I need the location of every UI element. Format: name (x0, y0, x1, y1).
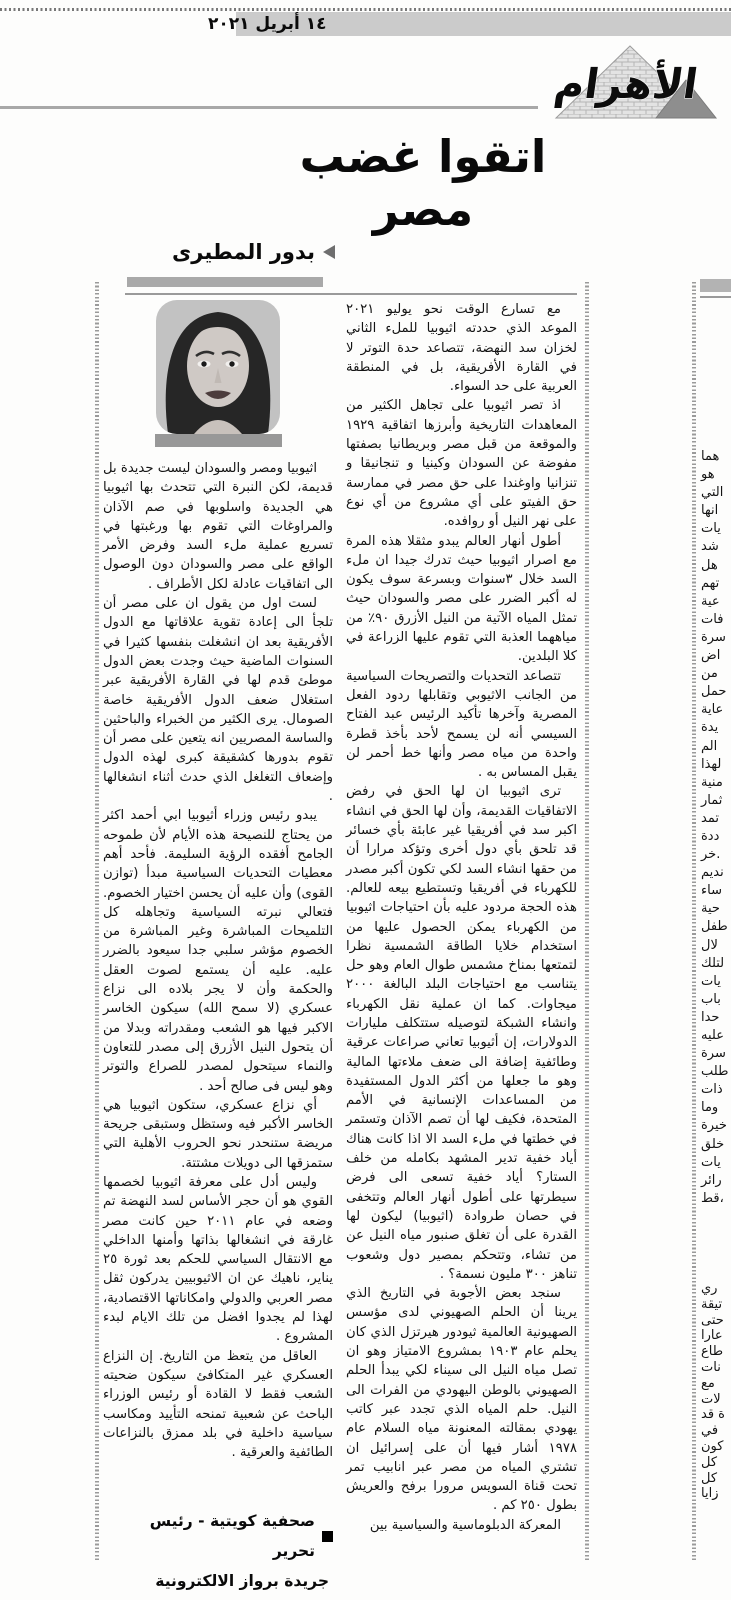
fragment-line: خر. (701, 847, 721, 863)
fragment-line: نات (701, 1359, 721, 1375)
fragment-line: عليه (701, 1028, 724, 1043)
neighbor-column-fragments-bottom (701, 1281, 731, 1502)
page-edge-separator (692, 282, 696, 1560)
article-footer (103, 1506, 333, 1596)
article-paragraph: سنجد بعض الأجوبة في التاريخ الذي يرينا أن الحلم الصهيوني لدى مؤسس الصهيونية العالمية ثيودور هيرتزل الذي كان يحلم عام ١٩٠٣ بمشروع الامتياز وهو ان تصل مياه النيل الى سيناء لكي يبدأ الحلم الصهيوني بالوطن اليهودي من الفرات الى النيل. حلم المياه الذي تجدد عبر كاتب يهودي بمقالته المعنونة مياه السلام عام ١٩٧٨ أشار فيها أن على إسرائيل ان تشتري المياه من مصر عبر انابيب تمر تحت قناة السويس مرورا برفح والعريش بطول ٢٥٠ كم . (346, 1286, 578, 1514)
author-portrait-graphic (156, 300, 280, 434)
fragment-line: حمل (701, 684, 727, 700)
fragment-line: في (701, 1423, 719, 1439)
fragment-line: وما (701, 1100, 719, 1116)
article-paragraph: يبدو رئيس وزراء أثيوبيا ابي أحمد اكثر من يحتاج للنصيحة هذه الأيام لأن طموحه الجامح أفقده الرؤية السليمة. فأحد أهم معطيات التحديات السياسية مبدأ (توازن القوى) وأن عليه أن يحسن اختيار الخصوم. فتعالي نبرته السياسية وتجاهله كل التلميحات المباشرة وغير المباشرة من الخصوم مؤشر سلبي جدا سيعود بالضرر عليه. عليه أن يستمع لصوت العقل والحكمة وأن لا يجر بلاده الى نزاع عسكري (لا سمح الله) سيكون الخاسر الاكبر فيها هو الشعب ومقدراته وبدلا من أن يتحول النيل الأزرق إلى مصدر للتعاون والنماء سيتحول لمصدر للصراع والتوتر وهو ليس فى صالح أحد . (103, 808, 333, 1094)
fragment-line: خيرة (701, 1118, 727, 1134)
fragment-line: تمد (701, 810, 719, 826)
fragment-line: يات (701, 1154, 721, 1170)
article-paragraph: اذ تصر اثيوبيا على تجاهل الكثير من المعاهدات التاريخية وأبرزها اتفاقية ١٩٢٩ والموقعة من قبل مصر وبريطانيا بصفتها مفوضة عن السودان وكينيا و تنجانيقا و تنزانيا واوغندا على حق مصر في ممارسة حق الفيتو على أي مشروع من أي نوع على نهر النيل أو روافده. (346, 398, 577, 530)
fragment-line: انها (701, 503, 719, 519)
fragment-line: ذات (701, 1082, 723, 1098)
fragment-line: منية (701, 774, 723, 790)
byline-name: بدور المطيرى (172, 240, 315, 264)
fragment-line: لتلك (701, 955, 725, 971)
article-paragraph: أطول أنهار العالم يبدو مثقلا هذه المرة مع اصرار اثيوبيا حيث تدرك جيدا ان ملء السد خلال ٣سنوات وبسرعة سوف يكون له أكبر الضرر على مصر والسودان حيث تمثل المياه الآتية من النيل الأزرق ٩٠٪ من مياههما العذبة التي تقوم عليها الزراعة في كلا البلدين. (346, 533, 577, 665)
article-paragraph: وليس أدل على معرفة اثيوبيا لخصمها القوي هو أن حجر الأساس لسد النهضة تم وضعه في عام ٢٠١١ حين كانت مصر غارقة في انشغالها بذاتها وأمنها الداخلي مع الانتقال السياسي للحكم بعد ثورة ٢٥ يناير، ناهيك عن ان الاثيوبيين يدركون ثقل مصر العربي والدولي وامكاناتها الاقتصادية، لهذا لم يجدوا افضل من تلك الايام لبدء المشروع . (103, 1174, 333, 1345)
footer-author-role: صحفية كويتية - رئيس تحرير (149, 1512, 315, 1561)
article-top-rule (125, 293, 577, 295)
fragment-line: مع (701, 1375, 715, 1391)
article-paragraph: اثيوبيا ومصر والسودان ليست جديدة بل قديمة، لكن النبرة التي تتحدث بها اثيوبيا هي الجديدة واسلوبها في صم الآذان والمراوغات التي تقوم بها ورغبتها في تسريع عملية ملء السد وفرض الأمر الواقع على مصر والسودان دون الوصول الى اتفاقيات عادلة لكل الأطراف . (103, 461, 333, 592)
pyramids-logo-graphic (538, 42, 716, 120)
fragment-line: كل (701, 1454, 718, 1470)
article-column-right (346, 300, 577, 1562)
fragment-line: طلب (701, 1064, 729, 1080)
neighbor-column-bar (700, 279, 731, 292)
fragment-line: طاع (701, 1344, 724, 1360)
fragment-line: ساء (701, 883, 722, 899)
alahram-masthead-logo (538, 42, 716, 120)
fragment-line: سرة (701, 629, 726, 645)
article-text-right (346, 300, 577, 1535)
fragment-line: حية (701, 901, 720, 917)
fragment-line: لهذا (701, 756, 722, 772)
fragment-line: اض (701, 648, 721, 664)
neighbor-column-fragments-top (701, 448, 731, 1208)
fragment-line: ة قد (701, 1407, 725, 1423)
fragment-line: باب (701, 991, 721, 1007)
article-paragraph: ترى اثيوبيا ان لها الحق في رفض الاتفاقيات القديمة، وأن لها الحق في انشاء اكبر سد في أفريقيا غير عابئة بأي خسائر قد تلحق بأي دول أخرى وتؤكد مرارا أن من حقها انشاء السد لكي تكون أكبر مصدر للكهرباء في أفريقيا وتستطيع بيعه للعالم. هذه الحجة مردود عليه بأن احتياجات اثيوبيا من الكهرباء يمكن الحصول عليها من استخدام خلايا الطاقة الشمسية نظرا لتمتعها بمناخ مشمس طوال العام وهو حل يتناسب مع احتياجات البلد البالغة ٢٠٠٠ ميجاوات. كما ان عملية نقل الكهرباء وانشاء الشبكة لتوصيله ستتكلف مليارات الدولارات، إن أثيوبيا تعاني صراعات عرقية وطائفية إضافة الى ضعف ملاءتها المالية وهو ما جعلها من أكثر الدول المستفيدة من المساعدات الإنسانية في الأمم المتحدة، فكيف لها أن تصم الآذان وتستمر في خطتها في ملء السد الا اذا كانت هناك أياد خفية تدير المشهد بكامله من خلف الستار؟ أياد خفية تسعى الى فرض سيطرتها على أطول أنهار العالم وتتخفى في حصان طروادة (اثيوبيا) ليكون لها القدرة على أن تغلق صنبور مياه النيل عن من تشاء، وتتحكم بمصير دول وشعوب تناهز ٣٠٠ مليون نسمة؟ . (346, 784, 577, 1282)
fragment-line: ثمار (701, 792, 723, 808)
footer-publication: جريدة برواز الالكترونية (155, 1572, 329, 1591)
fragment-line: ددة (701, 828, 720, 844)
article-paragraph: العاقل من يتعظ من التاريخ. إن النزاع العسكري غير المتكافئ سيكون ضحيته الشعب فقط لا القادة أو رئيس الوزراء الباحث عن شعبية تمنحه التأييد ومكاسب سياسية داخلية في بلد ممزق بالنزاعات الطائفية والعرقية . (103, 1348, 333, 1461)
fragment-line: يدة (701, 720, 719, 736)
issue-date: ١٤ أبريل ٢٠٢١ (208, 14, 327, 34)
article-paragraph: تتصاعد التحديات والتصريحات السياسية من الجانب الاثيوبي وتقابلها ردود الفعل المصرية وآخرها تأكيد الرئيس عبد الفتاح السيسي أنه لن يسمح لأحد بأخذ قطرة واحدة من مياه مصر وأنها خط أحمر لن يقبل المساس به . (346, 668, 577, 781)
footer-line (103, 1506, 333, 1566)
article-column-left (103, 300, 333, 1591)
fragment-line: هو (701, 467, 715, 483)
fragment-line: نديم (701, 865, 724, 881)
fragment-line: من (701, 666, 718, 682)
byline-arrow-icon (323, 245, 335, 259)
byline-underline-bar (127, 277, 323, 287)
article-paragraph: لست اول من يقول ان على مصر أن تلجأ الى إعادة تقوية علاقاتها مع الدول الأفريقية بعد ان انشغلت بنفسها كثيرا في السنوات الماضية حيث وجدت بعض الدول موطئ قدم لها في القارة الأفريقية عبر استغلال ضعف الدول الأفريقية خاصة الصومال. يرى الكثير من الخبراء والباحثين والساسة المصريين انه يتعين على مصر أن تقوم بدورها كشقيقة كبرى لهذه الدول وإضعاف التغلغل الذي حدث أثناء انشغالها . (103, 596, 333, 805)
photo-caption-bar (155, 434, 282, 447)
fragment-line: شد (701, 539, 719, 555)
fragment-line: التي (701, 485, 724, 501)
fragment-line: لال (701, 937, 718, 953)
fragment-line: الم (701, 738, 718, 754)
alahram-logo-text: الأهرام (551, 60, 701, 108)
fragment-line: حدا (701, 1009, 720, 1025)
fragment-line: هل (701, 557, 718, 573)
fragment-line: فات (701, 611, 724, 627)
column-separator-right (585, 282, 589, 1560)
headline: اتقوا غضب مصر (299, 130, 547, 236)
fragment-line: تيقة (701, 1296, 723, 1312)
article-paragraph: المعركة الدبلوماسية والسياسية بين (369, 1517, 561, 1533)
fragment-line: طفل (701, 919, 728, 935)
column-separator-left (95, 282, 99, 1560)
top-dotted-rule (0, 8, 731, 11)
fragment-line: ري (701, 1281, 718, 1296)
fragment-line: لات (701, 1391, 721, 1407)
fragment-line: عية (701, 593, 720, 609)
date-bar (208, 12, 731, 36)
fragment-line: كون (701, 1438, 724, 1454)
fragment-line: هما (701, 449, 720, 464)
fragment-line: قط، (701, 1190, 724, 1206)
article-paragraph: مع تسارع الوقت نحو يوليو ٢٠٢١ الموعد الذي حددته اثيوبيا للملء الثاني لخزان سد النهضة، تتصاعد حدة التوتر لا في القارة الأفريقية، بل في المنطقة العربية على حد السواء. (346, 302, 577, 395)
article-paragraph: أي نزاع عسكري، ستكون اثيوبيا هي الخاسر الأكبر فيه وستظل وستبقى جريحة مريضة ستنحدر نحو الحروب الأهلية التي ستمزقها الى دويلات مشتتة. (103, 1097, 333, 1171)
fragment-line: حتى (701, 1312, 724, 1328)
fragment-line: يات (701, 973, 721, 989)
footer-square-icon (322, 1531, 333, 1542)
fragment-line: خلق (701, 1136, 725, 1152)
fragment-line: سرة (701, 1046, 726, 1062)
fragment-line: عارا (701, 1328, 723, 1344)
fragment-line: تهم (701, 575, 720, 591)
fragment-line: رائر (701, 1172, 722, 1188)
byline (150, 240, 335, 264)
article-text-left (103, 459, 333, 1462)
fragment-line: يات (701, 521, 721, 537)
fragment-line: عاية (701, 702, 724, 718)
fragment-line: زايا (701, 1486, 719, 1502)
neighbor-column-rule (700, 296, 731, 298)
fragment-line: كل (701, 1470, 718, 1486)
author-photo (155, 300, 282, 447)
